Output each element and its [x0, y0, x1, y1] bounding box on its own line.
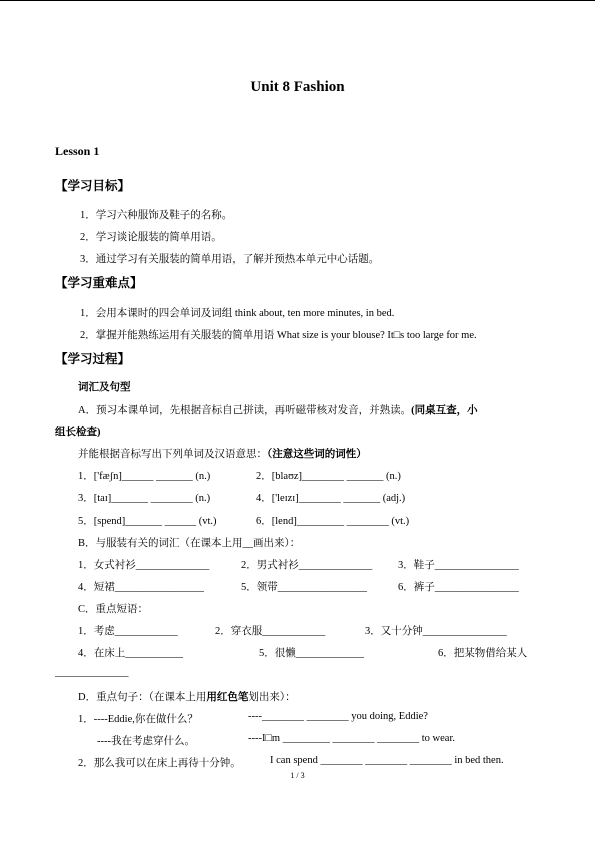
partB-item-4: 4．短裙_________________ — [78, 582, 204, 593]
page-number: 1 / 3 — [290, 771, 305, 780]
vocab-item-2: 2．[blaʊz]________ _______ (n.) — [256, 471, 401, 482]
lesson-heading: Lesson 1 — [55, 144, 100, 158]
vocab-item-4: 4．['leɪzɪ]________ _______ (adj.) — [256, 493, 406, 504]
partA-note-bold: （注意这些词的词性） — [267, 449, 367, 460]
sentence-1-cn: 1．----Eddie,你在做什么？ — [78, 714, 198, 725]
partC-item-6: 6．把某物借给某人 — [438, 648, 528, 659]
sentence-1b-cn: ----我在考虑穿什么。 — [97, 736, 195, 747]
partB-item-2: 2．男式衬衫______________ — [241, 560, 373, 571]
partB-heading: B．与服装有关的词汇（在课本上用__画出来）： — [78, 538, 301, 549]
partA-instruction-text: A．预习本课单词，先根据音标自己拼读，再听磁带核对发音，并熟读。 — [78, 405, 412, 416]
key-point-2: 2．掌握并能熟练运用有关服装的简单用语 What size is your blouse? It□s too large for me. — [80, 330, 477, 341]
partA-note-text: 并能根据音标写出下列单词及汉语意思： — [78, 449, 267, 460]
partC-item-1: 1．考虑____________ — [78, 626, 178, 637]
vocab-heading: 词汇及句型 — [78, 381, 131, 393]
partA-instruction — [78, 402, 478, 417]
partB-item-5: 5．领带_________________ — [241, 582, 367, 593]
partC-heading: C．重点短语： — [78, 604, 149, 615]
page-title: Unit 8 Fashion — [250, 79, 345, 95]
partC-item-2: 2．穿衣服____________ — [215, 626, 326, 637]
vocab-item-6: 6．[lend]_________ ________ (vt.) — [256, 516, 410, 527]
key-point-1: 1．会用本课时的四会单词及词组 think about, ten more minutes, in bed. — [80, 308, 395, 319]
objective-1: 1．学习六种服饰及鞋子的名称。 — [80, 210, 233, 221]
sentence-1-en: ----________ ________ you doing, Eddie? — [248, 711, 428, 722]
partB-item-6: 6．裤子________________ — [398, 582, 519, 593]
partD-heading-bold: 用红色笔 — [206, 692, 249, 703]
partB-item-1: 1．女式衬衫______________ — [78, 560, 210, 571]
top-rule — [0, 0, 595, 1]
partB-item-3: 3．鞋子________________ — [398, 560, 519, 571]
partC-item-6-blank: ______________ — [55, 667, 129, 678]
vocab-item-5: 5．[spend]_______ ______ (vt.) — [78, 516, 217, 527]
section-key-points: 【学习重难点】 — [55, 275, 143, 290]
vocab-item-1: 1．['fæʃn]______ _______ (n.) — [78, 471, 211, 482]
objective-2: 2．学习谈论服装的简单用语。 — [80, 232, 222, 243]
sentence-2-en: I can spend ________ ________ ________ in bed then. — [270, 755, 504, 766]
partD-heading-post: 划出来）： — [248, 692, 296, 703]
partA-instruction-bold: (同桌互查，小 — [411, 405, 478, 416]
sentence-2-cn: 2．那么我可以在床上再待十分钟。 — [78, 758, 241, 769]
section-objectives: 【学习目标】 — [55, 178, 131, 193]
partA-instruction-cont: 组长检查) — [55, 427, 101, 438]
section-process: 【学习过程】 — [55, 351, 131, 366]
partD-heading-pre: D．重点句子：（在课本上用 — [78, 692, 207, 703]
sentence-1b-en: ----I□m _________ ________ ________ to wear. — [248, 733, 455, 744]
partA-note — [78, 446, 367, 461]
vocab-item-3: 3．[taɪ]_______ ________ (n.) — [78, 493, 211, 504]
partD-heading — [78, 689, 296, 704]
partC-item-5: 5．很懒_____________ — [259, 648, 364, 659]
partC-item-3: 3．又十分钟________________ — [365, 626, 507, 637]
partC-item-4: 4．在床上___________ — [78, 648, 183, 659]
objective-3: 3．通过学习有关服装的简单用语，了解并预热本单元中心话题。 — [80, 254, 380, 265]
